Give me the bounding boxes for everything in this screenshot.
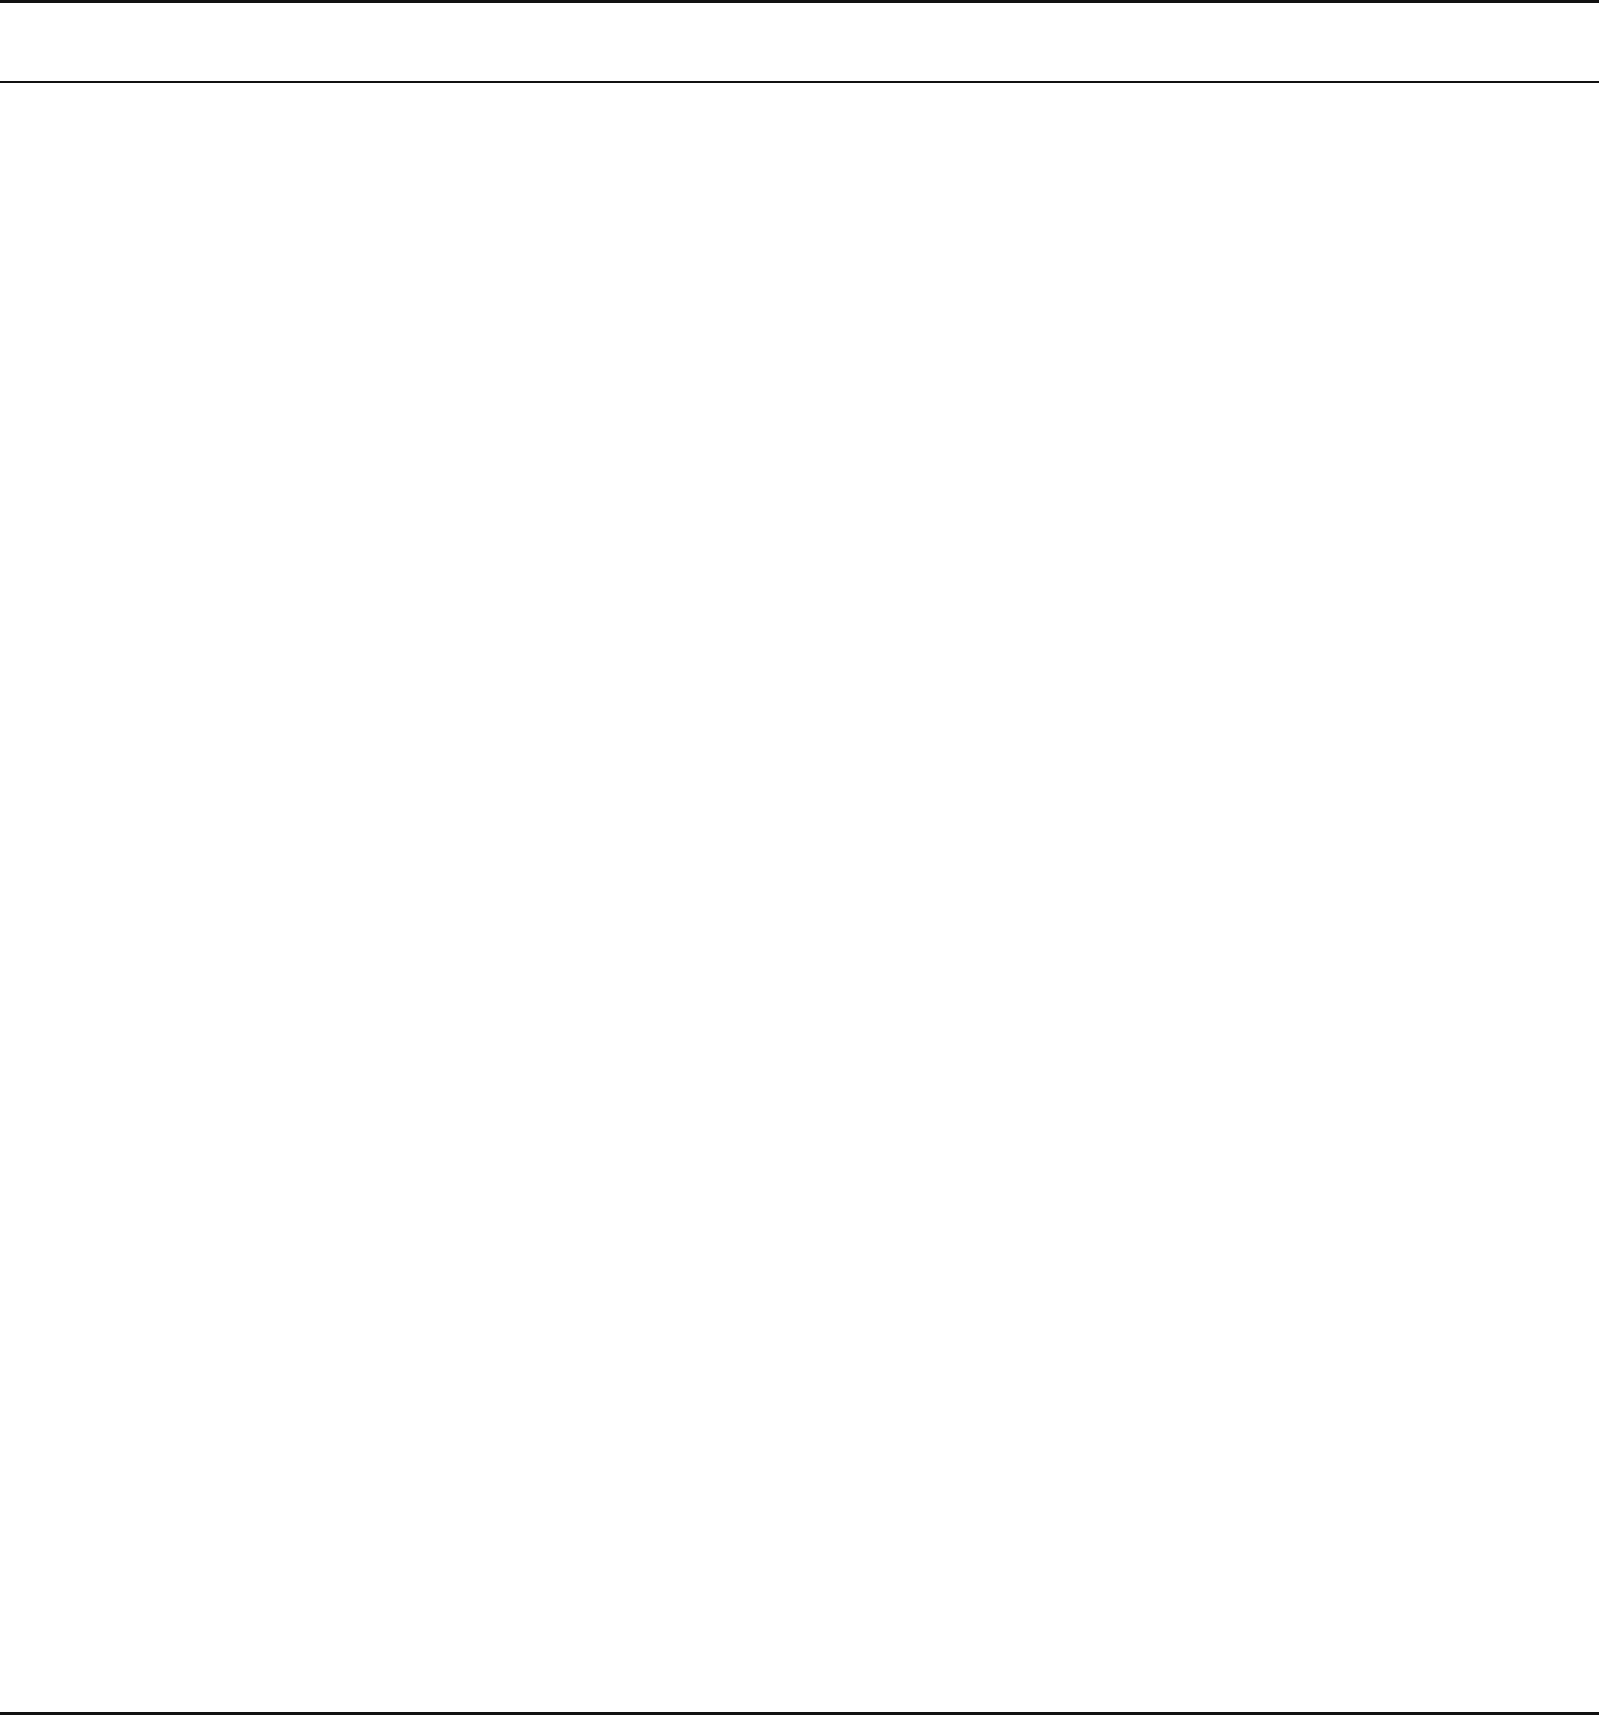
bottom-rule <box>0 1712 1599 1715</box>
table-header-row <box>0 9 1599 77</box>
header-rule <box>0 81 1599 83</box>
top-rule <box>0 0 1599 3</box>
